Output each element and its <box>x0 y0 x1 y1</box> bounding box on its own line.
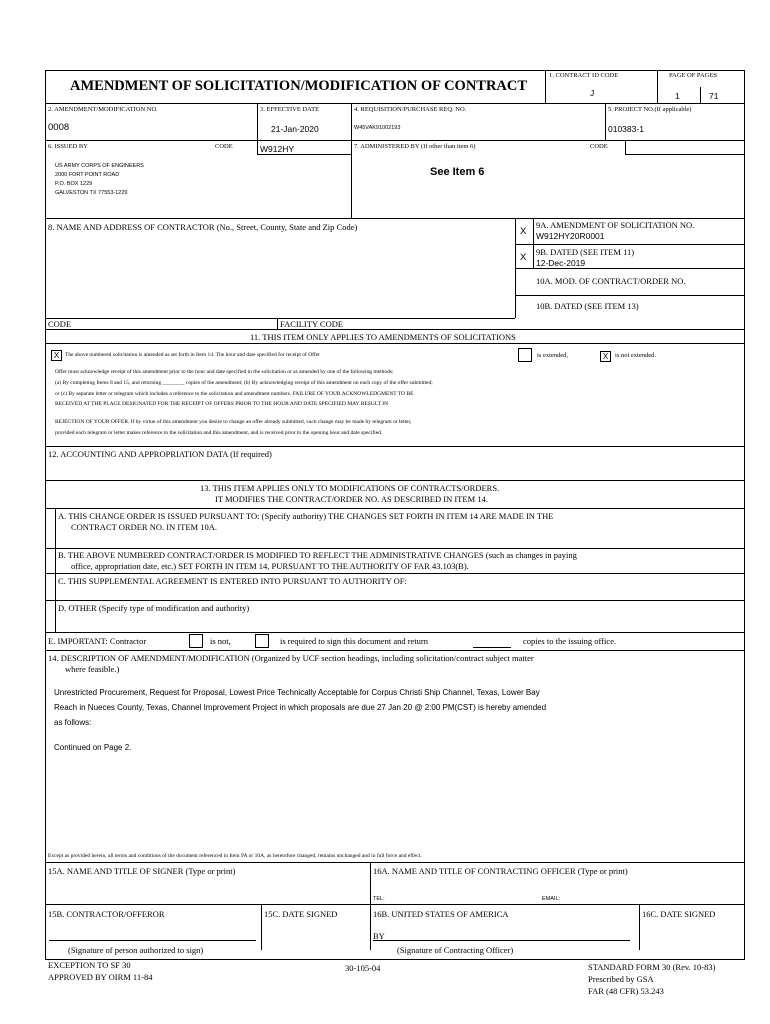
description-body-line: Reach in Nueces County, Texas, Channel Improvement Project in which proposals are due 27 Jan 20 @ 2:00 PM(CST) is hereby amended <box>54 703 547 712</box>
item13-b-line-1: B. THE ABOVE NUMBERED CONTRACT/ORDER IS MODIFIED TO REFLECT THE ADMINISTRATIVE CHANGES (such as changes in paying <box>58 550 577 560</box>
amendment-no-value: 0008 <box>48 122 70 133</box>
dated-10b-label: 10B. DATED (SEE ITEM 13) <box>536 301 639 311</box>
description-body-line: as follows: <box>54 718 92 727</box>
except-note: Except as provided herein, all terms and conditions of the document referenced in Item 9A or 10A, as heretofore changed, remains unchanged and in full force and effect. <box>48 853 422 859</box>
form-title: AMENDMENT OF SOLICITATION/MODIFICATION OF CONTRACT <box>70 78 528 94</box>
issuer-address-line: 2000 FORT POINT ROAD <box>55 172 120 178</box>
item11-amended-text: The above numbered solicitation is amended as set forth in Item 14. The hour and date specified for receipt of Offer <box>65 352 321 358</box>
description-body-line: Unrestricted Procurement, Request for Proposal, Lowest Price Technically Acceptable for Corpus Christi Ship Channel, Texas, Lower Bay <box>54 688 540 697</box>
page-number: 1 <box>675 91 680 101</box>
item11-line: RECEIVED AT THE PLACE DESIGNATED FOR THE RECEIPT OF OFFERS PRIOR TO THE HOUR AND DATE SPECIFIED MAY RESULT IN <box>55 401 389 407</box>
contractor-signature-line[interactable] <box>49 940 256 941</box>
effective-date-label: 3. EFFECTIVE DATE <box>260 106 320 113</box>
united-states-label: 16B. UNITED STATES OF AMERICA <box>373 909 509 919</box>
tel-label: TEL: <box>373 896 385 902</box>
important-label: E. IMPORTANT: Contractor <box>48 636 147 646</box>
issuer-address-line: P.O. BOX 1229 <box>55 181 93 187</box>
amendment-no-label: 2. AMENDMENT/MODIFICATION NO. <box>48 106 158 113</box>
item11-line: (a) By completing Items 8 and 15, and returning ________ copies of the amendment; (b) By acknowledging receipt of this amendment on each copy of the offer submitted; <box>55 380 433 386</box>
item11-line: Offer must acknowledge receipt of this amendment prior to the hour and date specified in the solicitation or as amended by one of the following methods: <box>55 369 394 375</box>
contractor-offeror-label: 15B. CONTRACTOR/OFFEROR <box>48 909 165 919</box>
not-extended-checkbox[interactable]: X <box>600 351 611 362</box>
issued-code-label: CODE <box>215 143 233 150</box>
form-number: 30-105-04 <box>345 963 381 973</box>
is-required-checkbox[interactable] <box>255 634 269 648</box>
facility-code-label: FACILITY CODE <box>280 319 344 329</box>
copies-text: copies to the issuing office. <box>523 636 617 646</box>
admin-code-label: CODE <box>590 143 608 150</box>
is-required-text: is required to sign this document and return <box>280 636 429 646</box>
accounting-label: 12. ACCOUNTING AND APPROPRIATION DATA (If required) <box>48 449 272 459</box>
contract-id-value: J <box>590 88 595 98</box>
item11-line: REJECTION OF YOUR OFFER. If by virtue of this amendment you desire to change an offer already submitted, such change may be made by telegram or letter, <box>55 419 412 425</box>
officer-signature-caption: (Signature of Contracting Officer) <box>397 945 514 955</box>
continued-note: Continued on Page 2. <box>54 743 132 752</box>
item13-c-line: C. THIS SUPPLEMENTAL AGREEMENT IS ENTERED INTO PURSUANT TO AUTHORITY OF: <box>58 576 407 586</box>
email-label: EMAIL: <box>542 896 561 902</box>
copies-blank[interactable] <box>473 647 511 648</box>
extended-text: is extended, <box>537 352 569 359</box>
administered-by-label: 7. ADMINISTERED BY (If other than item 6) <box>354 143 476 150</box>
officer-date-signed-label: 16C. DATE SIGNED <box>642 909 716 919</box>
is-not-checkbox[interactable] <box>189 634 203 648</box>
mark-9b: X <box>520 252 527 263</box>
item13-d-line: D. OTHER (Specify type of modification and authority) <box>58 603 250 613</box>
contractor-signature-caption: (Signature of person authorized to sign) <box>68 945 204 955</box>
contractor-date-signed-label: 15C. DATE SIGNED <box>264 909 338 919</box>
far-label: FAR (48 CFR) 53.243 <box>588 986 664 996</box>
approved-note: APPROVED BY OIRM 11-84 <box>48 972 153 982</box>
not-extended-text: is not extended. <box>615 352 656 359</box>
mod-contract-label: 10A. MOD. OF CONTRACT/ORDER NO. <box>536 276 686 286</box>
page-of-pages-label: PAGE OF PAGES <box>669 72 717 79</box>
description-label-2: where feasible.) <box>65 664 120 674</box>
total-pages: 71 <box>709 91 719 101</box>
project-no-label: 5. PROJECT NO.(If applicable) <box>608 106 692 113</box>
item13-b-line-2: office, appropriation date, etc.) SET FORTH IN ITEM 14, PURSUANT TO THE AUTHORITY OF FAR 43.103(B). <box>71 561 469 571</box>
dated-9b-value: 12-Dec-2019 <box>536 258 586 268</box>
is-not-text: is not, <box>210 636 231 646</box>
contract-id-label: 1. CONTRACT ID CODE <box>549 72 619 79</box>
effective-date-value: 21-Jan-2020 <box>271 124 319 134</box>
issuer-address-line: US ARMY CORPS OF ENGINEERS <box>55 163 144 169</box>
description-label-1: 14. DESCRIPTION OF AMENDMENT/MODIFICATION (Organized by UCF section headings, including solicitation/contract subject matter <box>48 653 534 663</box>
issuer-address-line: GALVESTON TX 77553-1229 <box>55 190 128 196</box>
requisition-value: W45VAK91002193 <box>354 125 401 131</box>
item13-title-2: IT MODIFIES THE CONTRACT/ORDER NO. AS DESCRIBED IN ITEM 14. <box>215 494 488 504</box>
contractor-code-label: CODE <box>48 319 72 329</box>
issued-code-value: W912HY <box>260 144 295 154</box>
administered-by-value: See Item 6 <box>430 166 485 178</box>
contractor-label: 8. NAME AND ADDRESS OF CONTRACTOR (No., Street, County, State and Zip Code) <box>48 222 358 232</box>
item11-amended-checkbox[interactable]: X <box>51 350 62 361</box>
item13-a-line-1: A. THIS CHANGE ORDER IS ISSUED PURSUANT TO: (Specify authority) THE CHANGES SET FORTH IN ITEM 14 ARE MADE IN THE <box>58 511 554 521</box>
item11-line: or (c) By separate letter or telegram which includes a reference to the solicitation and amendment numbers. FAILURE OF YOUR ACKNOWLEDGMENT TO BE <box>55 391 414 397</box>
officer-name-label: 16A. NAME AND TITLE OF CONTRACTING OFFICER (Type or print) <box>373 866 628 876</box>
item11-title: 11. THIS ITEM ONLY APPLIES TO AMENDMENTS OF SOLICITATIONS <box>250 332 516 342</box>
officer-signature-line[interactable] <box>373 940 630 941</box>
mark-9a: X <box>520 226 527 237</box>
exception-note: EXCEPTION TO SF 30 <box>48 960 131 970</box>
item13-a-line-2: CONTRACT ORDER NO. IN ITEM 10A. <box>71 522 217 532</box>
issued-by-label: 6. ISSUED BY <box>48 143 88 150</box>
item13-title-1: 13. THIS ITEM APPLIES ONLY TO MODIFICATIONS OF CONTRACTS/ORDERS. <box>200 483 500 493</box>
item11-line: provided each telegram or letter makes reference to the solicitation and this amendment, and is received prior to the opening hour and date specified. <box>55 430 383 436</box>
prescribed-label: Prescribed by GSA <box>588 974 654 984</box>
sf30-form <box>45 70 745 960</box>
amendment-solicitation-label: 9A. AMENDMENT OF SOLICITATION NO. <box>536 220 695 230</box>
by-label: BY <box>373 931 385 941</box>
standard-form-label: STANDARD FORM 30 (Rev. 10-83) <box>588 962 716 972</box>
requisition-label: 4. REQUISITION/PURCHASE REQ. NO. <box>354 106 467 113</box>
project-no-value: 010383-1 <box>608 124 644 134</box>
extended-checkbox[interactable] <box>518 348 532 362</box>
amendment-solicitation-value: W912HY20R0001 <box>536 231 605 241</box>
dated-9b-label: 9B. DATED (SEE ITEM 11) <box>536 247 635 257</box>
signer-name-label: 15A. NAME AND TITLE OF SIGNER (Type or print) <box>48 866 236 876</box>
